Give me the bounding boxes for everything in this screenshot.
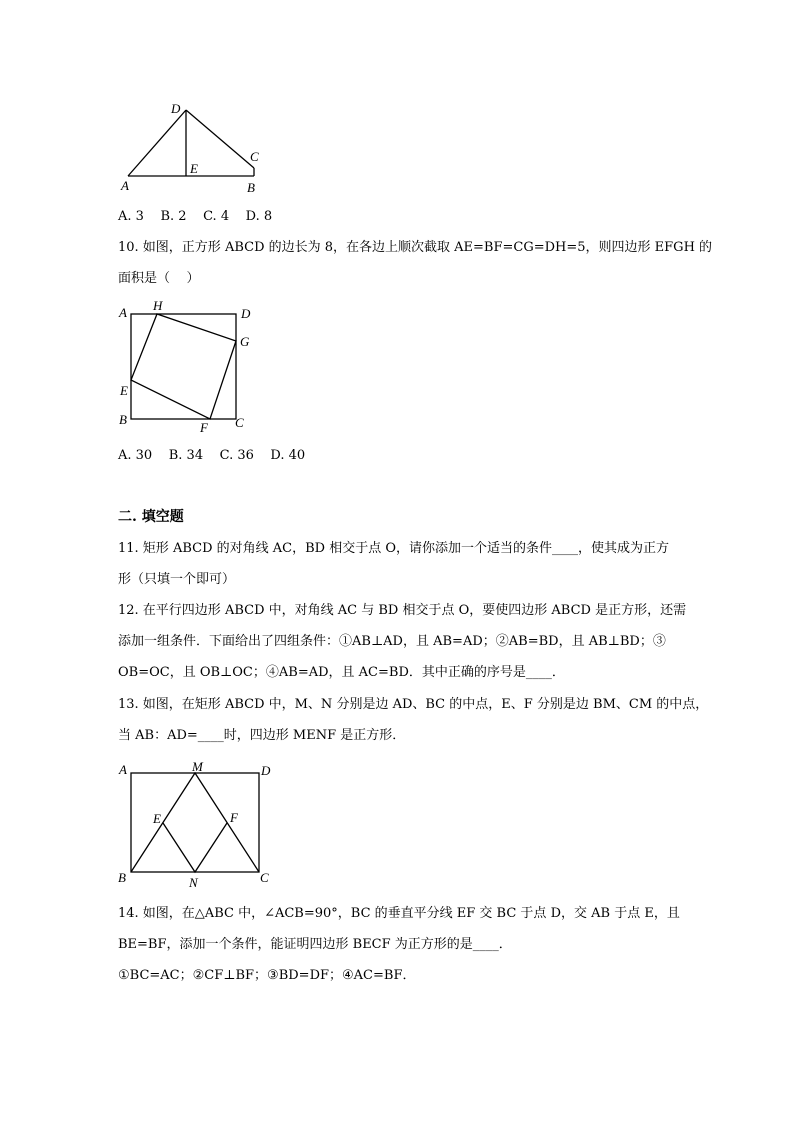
label-A: A xyxy=(121,178,129,193)
square-ABCD xyxy=(131,314,236,419)
q12-line3: OB=OC，且 OB⊥OC；④AB=AD，且 AC=BD．其中正确的序号是____． xyxy=(118,665,565,680)
q14-line3: ①BC=AC；②CF⊥BF；③BD=DF；④AC=BF． xyxy=(118,968,416,983)
segment-AD xyxy=(128,110,186,176)
label-C: C xyxy=(260,870,269,885)
q13-line2: 当 AB：AD=____时，四边形 MENF 是正方形． xyxy=(118,728,406,743)
label-D: D xyxy=(171,101,181,116)
label-E: E xyxy=(153,811,161,826)
q14-line2: BE=BF，添加一个条件，能证明四边形 BECF 为正方形的是____． xyxy=(118,937,512,952)
label-F: F xyxy=(230,810,238,825)
label-E: E xyxy=(190,161,198,176)
q10-options: A. 30 B. 34 C. 36 D. 40 xyxy=(118,448,306,463)
label-M: M xyxy=(192,759,203,774)
rectangle-figure xyxy=(112,756,282,891)
label-E: E xyxy=(120,383,128,398)
q9-options: A. 3 B. 2 C. 4 D. 8 xyxy=(118,209,273,224)
label-C: C xyxy=(250,149,259,164)
label-B: B xyxy=(118,870,126,885)
label-G: G xyxy=(240,334,250,349)
q11-line1: 11. 矩形 ABCD 的对角线 AC，BD 相交于点 O，请你添加一个适当的条件____，使其成为正方 xyxy=(118,541,669,556)
q14-line1: 14. 如图，在△ABC 中，∠ACB=90°，BC 的垂直平分线 EF 交 BC 于点 D，交 AB 于点 E，且 xyxy=(118,906,680,921)
q12-line1: 12. 在平行四边形 ABCD 中，对角线 AC 与 BD 相交于点 O，要使四边形 ABCD 是正方形，还需 xyxy=(118,603,687,618)
square-EFGH xyxy=(131,314,236,419)
rectangle-ABCD xyxy=(131,773,259,872)
triangle-figure xyxy=(110,98,280,198)
label-D: D xyxy=(261,763,271,778)
q13-line1: 13. 如图，在矩形 ABCD 中，M、N 分别是边 AD、BC 的中点，E、F 分别是边 BM、CM 的中点， xyxy=(118,697,709,712)
label-N: N xyxy=(189,875,198,890)
label-B: B xyxy=(119,412,127,427)
q11-line2: 形（只填一个即可） xyxy=(118,572,236,587)
square-figure xyxy=(112,296,262,436)
label-A: A xyxy=(119,762,127,777)
label-D: D xyxy=(241,306,251,321)
section-title: 二. 填空题 xyxy=(118,509,184,525)
segment-DC xyxy=(186,110,254,168)
q12-line2: 添加一组条件．下面给出了四组条件：①AB⊥AD，且 AB=AD；②AB=BD，且 AB⊥BD；③ xyxy=(118,634,666,649)
q10-line1: 10. 如图，正方形 ABCD 的边长为 8，在各边上顺次截取 AE=BF=CG=DH=5，则四边形 EFGH 的 xyxy=(118,240,713,255)
label-F: F xyxy=(200,420,208,435)
label-A: A xyxy=(119,305,127,320)
label-C: C xyxy=(235,415,244,430)
segments-EN-NF xyxy=(163,823,227,872)
label-H: H xyxy=(153,298,163,313)
q10-line2: 面积是（ ） xyxy=(118,271,200,286)
label-B: B xyxy=(247,180,255,195)
segments-BM-MC xyxy=(131,773,259,872)
